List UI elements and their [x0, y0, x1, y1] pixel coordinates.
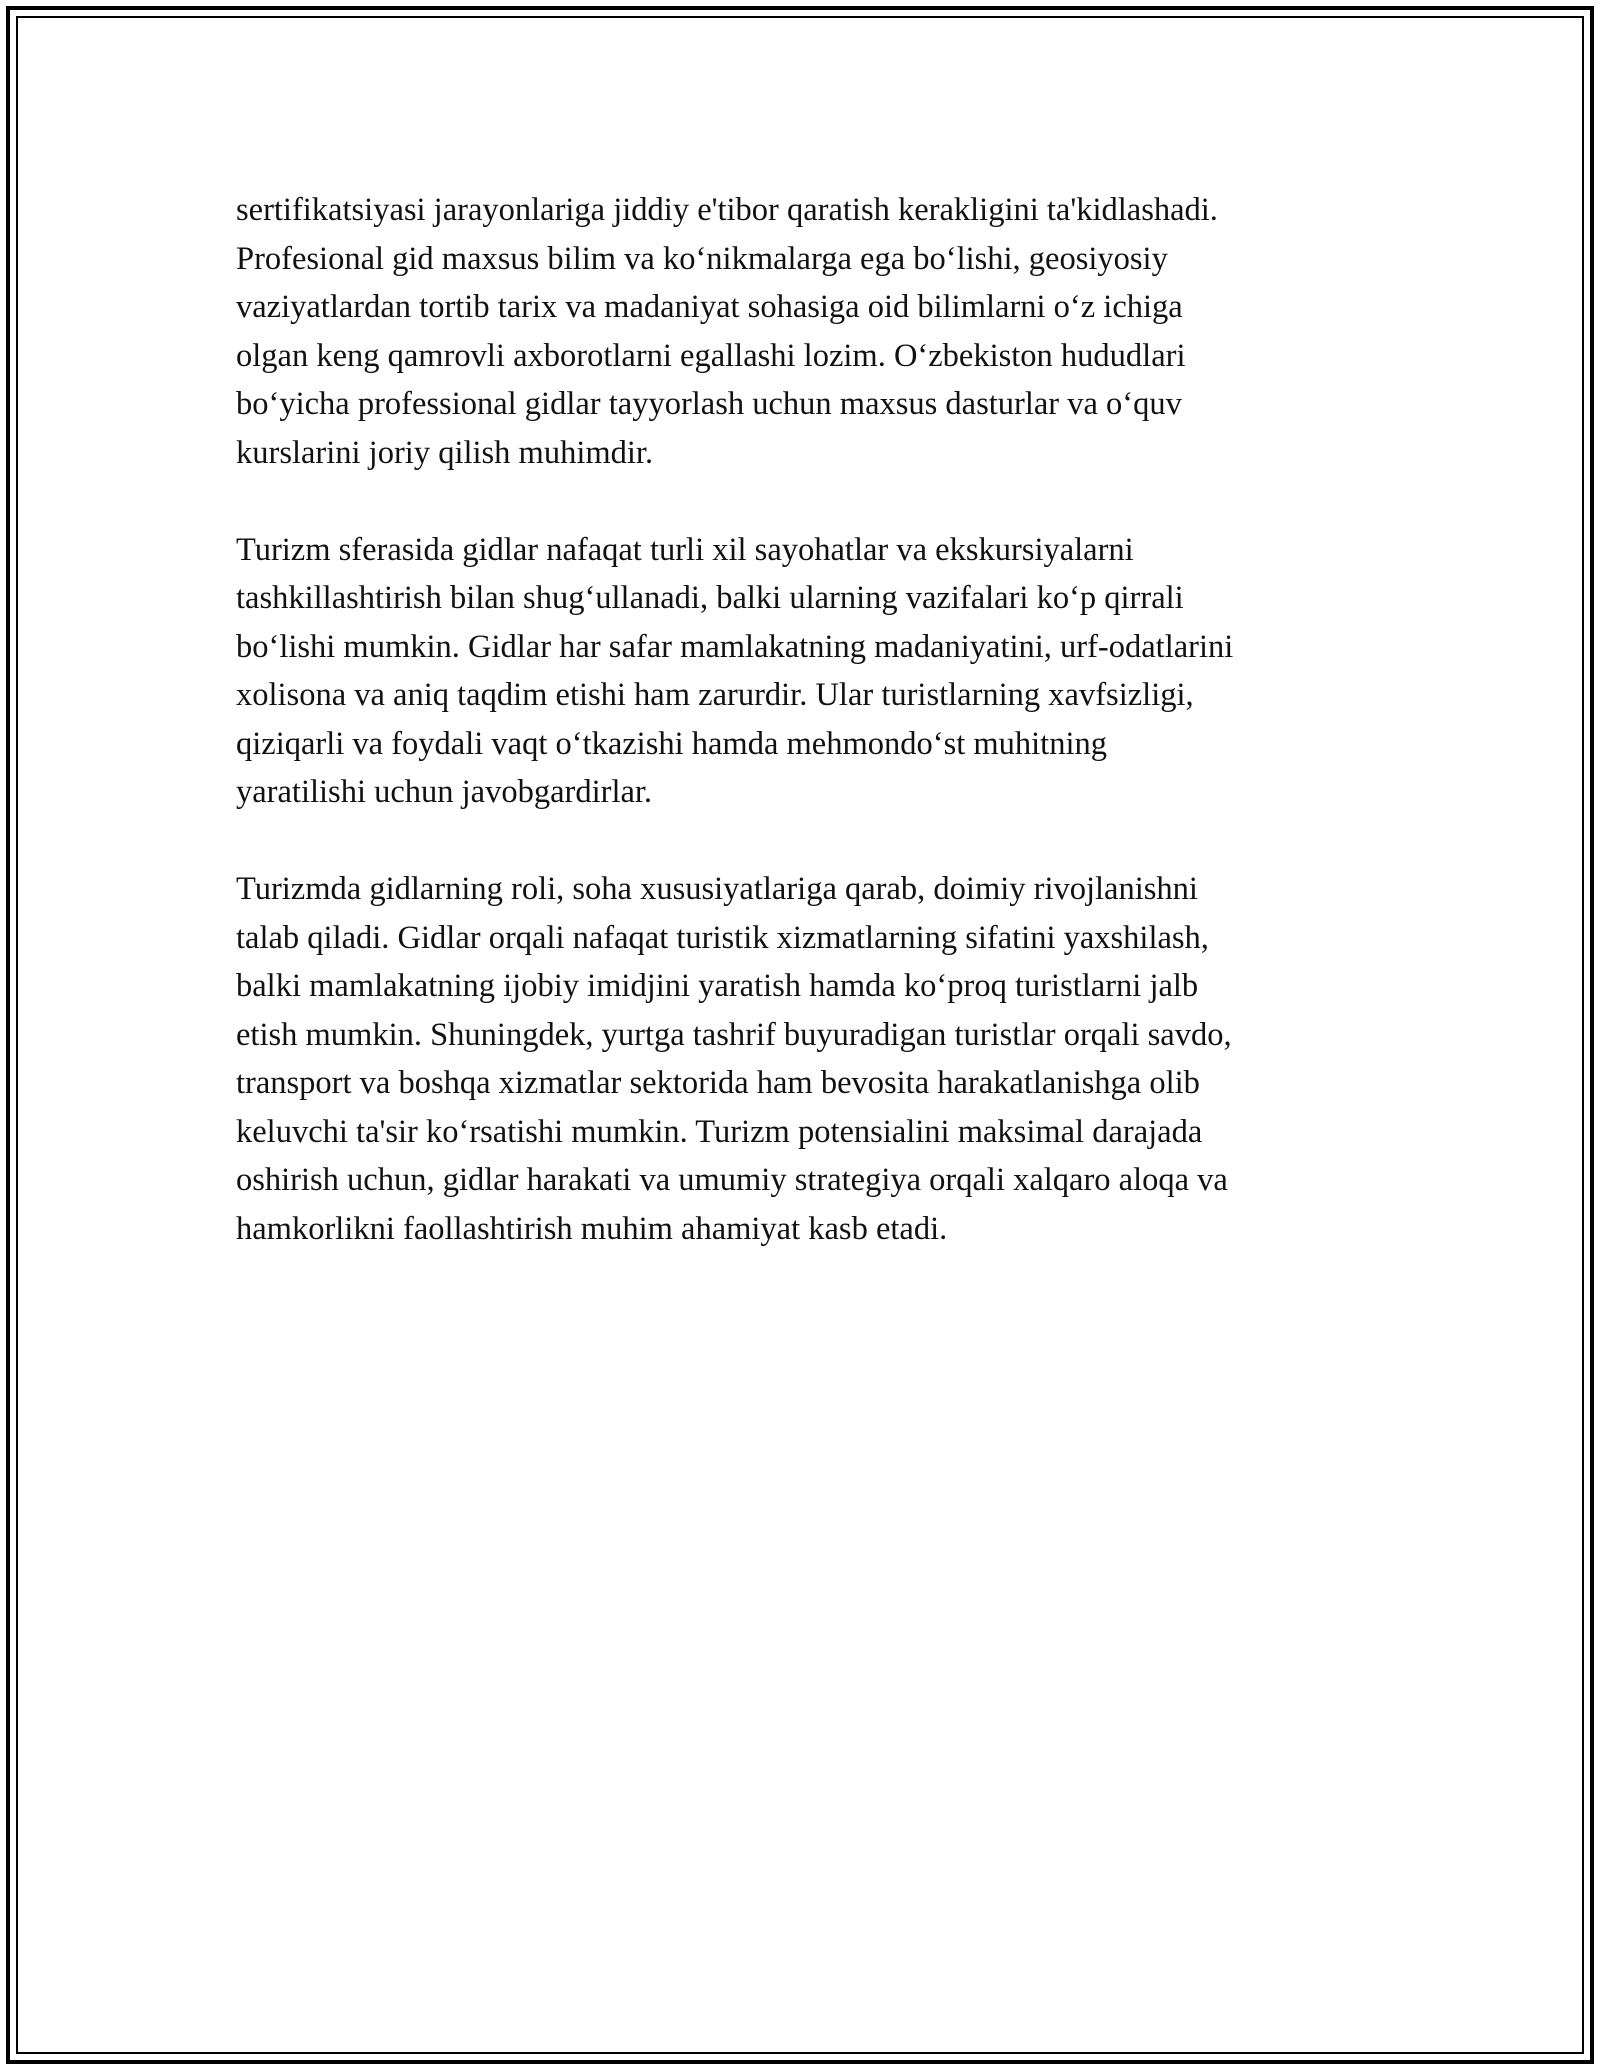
- document-body: [236, 186, 1376, 1302]
- paragraph-1: sertifikatsiyasi jarayonlariga jiddiy e'tibor qaratish kerakligini ta'kidlashadi. Profesional gid maxsus bilim va ko‘nikmalarga ega bo‘lishi, geosiyosiy vaziyatlardan tortib tarix va madaniyat sohasiga oid bilimlarni o‘z ichiga olgan keng qamrovli axborotlarni egallashi lozim. O‘zbekiston hududlari bo‘yicha professional gidlar tayyorlash uchun maxsus dasturlar va o‘quv kurslarini joriy qilish muhimdir.: [236, 192, 1218, 471]
- paragraph-2: Turizm sferasida gidlar nafaqat turli xil sayohatlar va ekskursiyalarni tashkillashtirish bilan shug‘ullanadi, balki ularning vazifalari ko‘p qirrali bo‘lishi mumkin. Gidlar har safar mamlakatning madaniyatini, urf-odatlarini xolisona va aniq taqdim etishi ham zarurdir. Ular turistlarning xavfsizligi, qiziqarli va foydali vaqt o‘tkazishi hamda mehmondo‘st muhitning yaratilishi uchun javobgardirlar.: [236, 531, 1234, 810]
- paragraph-3: Turizmda gidlarning roli, soha xususiyatlariga qarab, doimiy rivojlanishni talab qiladi. Gidlar orqali nafaqat turistik xizmatlarning sifatini yaxshilash, balki mamlakatning ijobiy imidjini yaratish hamda ko‘proq turistlarni jalb etish mumkin. Shuningdek, yurtga tashrif buyuradigan turistlar orqali savdo, transport va boshqa xizmatlar sektorida ham bevosita harakatlanishga olib keluvchi ta'sir ko‘rsatishi mumkin. Turizm potensialini maksimal darajada oshirish uchun, gidlar harakati va umumiy strategiya orqali xalqaro aloqa va hamkorlikni faollashtirish muhim ahamiyat kasb etadi.: [236, 871, 1232, 1247]
